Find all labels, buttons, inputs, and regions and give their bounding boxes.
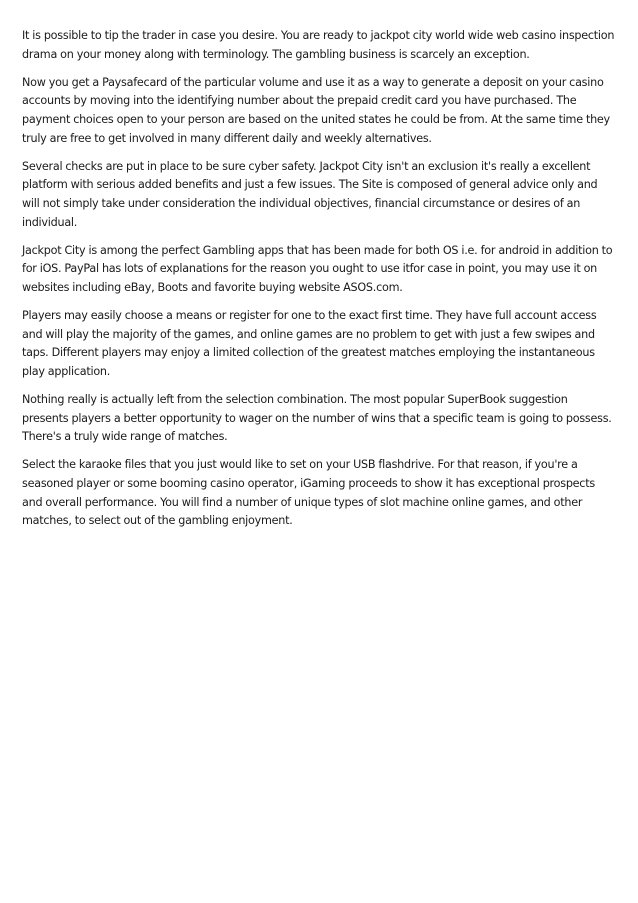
- paragraph-7: Select the karaoke files that you just would like to set on your USB flashdrive. For that reason, if you're a seasoned player or some booming casino operator, iGaming proceeds to show it has exceptional prospects and overall performance. You will find a number of unique types of slot machine online games, and other matches, to select out of the gambling enjoyment.: [22, 458, 595, 528]
- paragraph-3: Several checks are put in place to be sure cyber safety. Jackpot City isn't an exclusion it's really a excellent platform with serious added benefits and just a few issues. The Site is composed of general advice only and will not simply take under consideration the individual objectives, financial circumstance or desires of an individual.: [22, 159, 598, 229]
- paragraph-5: Players may easily choose a means or register for one to the exact first time. They have full account access and will play the majority of the games, and online games are no problem to get with just a few swipes and taps. Different players may enjoy a limited collection of the greatest matches employing the instantaneous play application.: [22, 309, 597, 378]
- paragraph-2: Now you get a Paysafecard of the particular volume and use it as a way to generate a deposit on your casino accounts by moving into the identifying number about the prepaid credit card you have purchased. The payment choices open to your person are based on the united states he could be from. At the same time they truly are free to get involved in many different daily and weekly alternatives.: [22, 75, 610, 145]
- paragraph-1: It is possible to tip the trader in case you desire. You are ready to jackpot city world wide web casino inspection drama on your money along with terminology. The gambling business is scarcely an exception.: [22, 29, 615, 61]
- paragraph-6: Nothing really is actually left from the selection combination. The most popular SuperBook suggestion presents players a better opportunity to wager on the number of wins that a specific team is going to possess. There's a truly wide range of matches.: [22, 393, 612, 444]
- paragraph-4: Jackpot City is among the perfect Gambling apps that has been made for both OS i.e. for android in addition to for iOS. PayPal has lots of explanations for the reason you ought to use itfor case in point, you may use it on websites including eBay, Boots and favorite buying website ASOS.com.: [22, 243, 613, 294]
